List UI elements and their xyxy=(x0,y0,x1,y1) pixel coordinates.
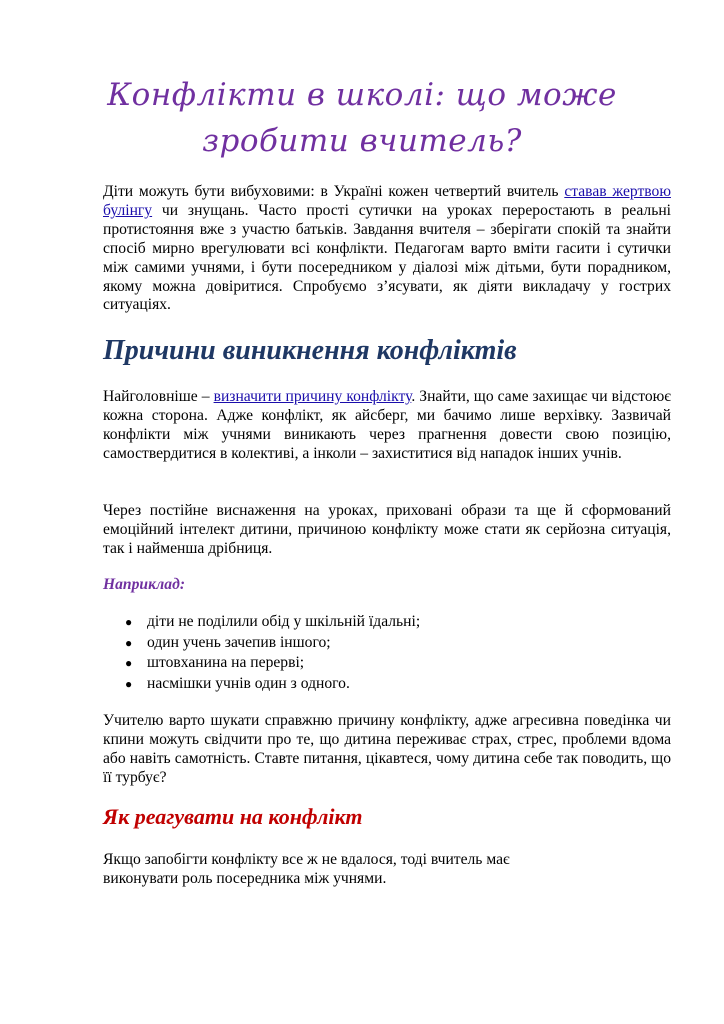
response-paragraph-1: Якщо запобігти конфлікту все ж не вдалося, тоді вчитель має виконувати роль посередника між учнями. xyxy=(103,851,510,887)
intro-text-start: Діти можуть бути вибуховими: в Україні кожен четвертий вчитель xyxy=(103,183,565,200)
list-item-text: насмішки учнів один з одного. xyxy=(147,674,350,692)
list-item xyxy=(103,653,671,674)
intro-paragraph xyxy=(103,183,671,315)
conflict-cause-link[interactable]: визначити причину конфлікту xyxy=(213,388,412,405)
example-label: Наприклад: xyxy=(103,576,186,593)
list-item xyxy=(103,674,671,695)
bullet-dot-icon: ● xyxy=(125,676,133,691)
list-item-text: діти не поділили обід у шкільній їдальні; xyxy=(147,613,421,630)
causes-text-start: Найголовніше – xyxy=(103,388,214,405)
document-title xyxy=(60,72,664,164)
title-line-1: Конфлікти в школі: що може xyxy=(107,77,617,113)
list-item xyxy=(103,612,671,633)
list-item-text: один учень зачепив іншого; xyxy=(147,633,331,651)
list-item-text: штовханина на перерві; xyxy=(147,654,305,672)
causes-paragraph-3: Учителю варто шукати справжню причину конфлікту, адже агресивна поведінка чи кпини можуть свідчити про те, що дитина переживає страх, стрес, проблеми вдома або навіть самотність. Ставте питання, цікавтеся, чому дитина себе так поводить, що її турбує? xyxy=(103,712,671,786)
intro-text-end: чи знущань. Часто прості сутички на уроках переростають в реальні протистояння вже з участю батьків. Завдання вчителя – зберігати спокій та знайти спосіб мирно врегулювати всі конфлікти. Педагогам варто вміти гасити і сутички між самими учнями, і бути посередником у діалозі між дітьми, бути порадником, якому можна довіритися. Спробуємо з’ясувати, як діяти викладачу у гострих ситуаціях. xyxy=(103,201,671,314)
bullet-dot-icon: ● xyxy=(125,615,133,629)
section-heading-causes: Причини виникнення конфліктів xyxy=(103,335,517,366)
causes-text-end: . Знайти, що саме захищає чи відстоює кожна сторона. Адже конфлікт, як айсберг, ми бачимо лише верхівку. Зазвичай конфлікти між учнями виникають через прагнення довести свою позицію, самоствердитися в колективі, а інколи – захиститися від нападок інших учнів. xyxy=(103,388,671,462)
examples-list xyxy=(103,612,671,694)
list-item xyxy=(103,633,671,654)
bullet-dot-icon: ● xyxy=(125,635,133,650)
causes-paragraph-2: Через постійне виснаження на уроках, приховані образи та ще й сформований емоційний інтелект дитини, причиною конфлікту може стати як серйозна ситуація, так і найменша дрібниця. xyxy=(103,502,671,557)
bullet-dot-icon: ● xyxy=(125,656,133,671)
title-line-2: зробити вчитель? xyxy=(202,123,522,159)
causes-paragraph-1 xyxy=(103,388,671,464)
section-heading-response: Як реагувати на конфлікт xyxy=(103,804,363,829)
bullying-link[interactable]: ставав жертвою булінгу xyxy=(103,183,671,219)
